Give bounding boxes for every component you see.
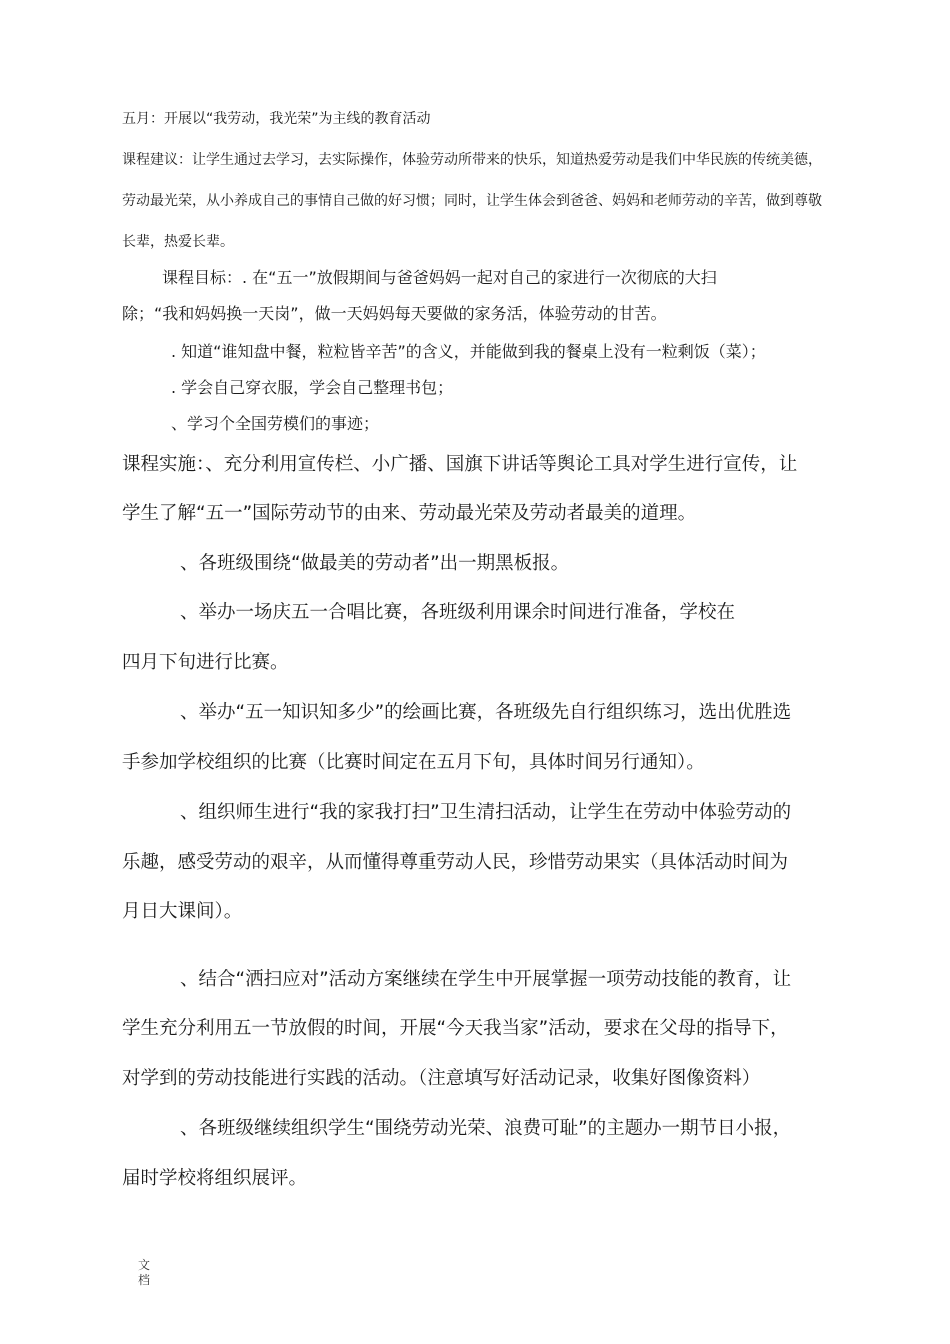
impl-p1-line-2: 学生了解“五一”国际劳动节的由来、劳动最光荣及劳动者最美的道理。 — [122, 503, 697, 524]
goals-item-4: 、学习个全国劳模们的事迹； — [171, 414, 380, 433]
impl-p6-line-1: 、结合“洒扫应对”活动方案继续在学生中开展掌握一项劳动技能的教育，让 — [180, 969, 792, 990]
impl-p2: 、各班级围绕“做最美的劳动者”出一期黑板报。 — [180, 553, 570, 574]
goals-item-2: . 知道“谁知盘中餐，粒粒皆辛苦”的含义，并能做到我的餐桌上没有一粒剩饭（菜）； — [171, 342, 766, 361]
impl-p3-line-2: 四月下旬进行比赛。 — [122, 652, 289, 673]
impl-p6-line-3: 对学到的劳动技能进行实践的活动。（注意填写好活动记录，收集好图像资料） — [122, 1068, 761, 1089]
impl-p5-line-1: 、组织师生进行“我的家我打扫”卫生清扫活动，让学生在劳动中体验劳动的 — [180, 802, 792, 823]
impl-p7-line-1: 、各班级继续组织学生“围绕劳动光荣、浪费可耻”的主题办一期节日小报， — [180, 1118, 792, 1139]
impl-p4-line-1: 、举办“五一知识知多少”的绘画比赛，各班级先自行组织练习，选出优胜选 — [180, 702, 792, 723]
goals-line-1: 课程目标：. 在“五一”放假期间与爸爸妈妈一起对自己的家进行一次彻底的大扫 — [162, 268, 717, 287]
goals-item-3: . 学会自己穿衣服，学会自己整理书包； — [171, 378, 454, 397]
suggestion-line-2: 劳动最光荣，从小养成自己的事情自己做的好习惯；同时，让学生体会到爸爸、妈妈和老师劳动的辛苦，做到尊敬 — [122, 193, 822, 209]
suggestion-line-1: 课程建议：让学生通过去学习，去实际操作，体验劳动所带来的快乐，知道热爱劳动是我们中华民族的传统美德， — [122, 152, 822, 168]
section-heading: 五月：开展以“我劳动，我光荣”为主线的教育活动 — [122, 111, 431, 127]
impl-p3-line-1: 、举办一场庆五一合唱比赛，各班级利用课余时间进行准备，学校在 — [180, 602, 736, 623]
suggestion-line-3: 长辈，热爱长辈。 — [122, 234, 234, 250]
impl-p7-line-2: 届时学校将组织展评。 — [122, 1168, 308, 1189]
impl-p4-line-2: 手参加学校组织的比赛（比赛时间定在五月下旬，具体时间另行通知）。 — [122, 752, 705, 773]
footer-label: 文档 — [137, 1258, 150, 1287]
impl-p5-line-3: 月日大课间）。 — [122, 901, 243, 922]
impl-p5-line-2: 乐趣，感受劳动的艰辛，从而懂得尊重劳动人民，珍惜劳动果实（具体活动时间为 — [122, 852, 789, 873]
impl-p1-line-1: 课程实施：、充分利用宣传栏、小广播、国旗下讲话等舆论工具对学生进行宣传，让 — [122, 454, 798, 475]
impl-p6-line-2: 学生充分利用五一节放假的时间，开展“今天我当家”活动，要求在父母的指导下， — [122, 1018, 789, 1039]
goals-line-2: 除；“我和妈妈换一天岗”，做一天妈妈每天要做的家务活，体验劳动的甘苦。 — [122, 304, 667, 323]
